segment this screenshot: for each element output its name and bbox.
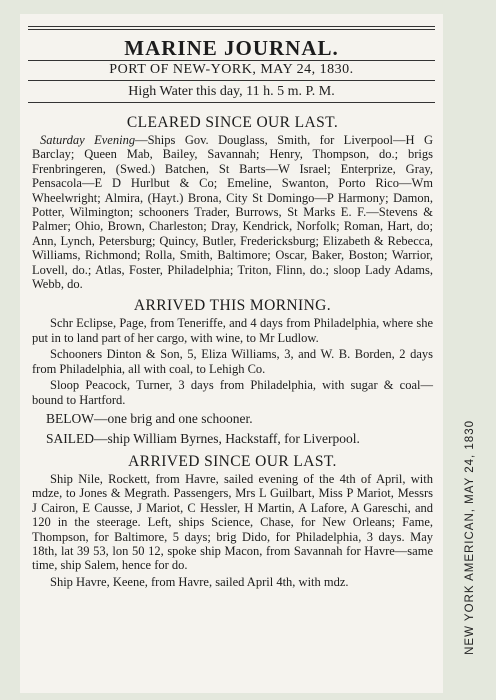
arrived-since-paragraph-1: Ship Nile, Rockett, from Havre, sailed evening of the 4th of April, with mdze, to Jones & Megrath. Passengers, Mrs L Guilbart, Miss P Mariot, Messrs J Cairon, E Causse, J Mariot, C Hessler, H Martin, A Lafore, A Gareschi, and 120 in the steerage. Left, ships Science, Chase, for New Orleans; Fame, Thompson, for Baltimore, 5 days; brig Dido, for Philadelphia, 3 days. May 18th, lat 39 53, lon 50 12, spoke ship Macon, from Savannah for Havre—same time, ship Salem, hence for do. [32,471,433,573]
arrived-since-paragraph-2: Ship Havre, Keene, from Havre, sailed April 4th, with mdz. [50,574,349,589]
journal-title: MARINE JOURNAL. [124,36,339,60]
highwater-rule [28,102,435,103]
source-caption: NEW YORK AMERICAN, MAY 24, 1830 [464,420,476,655]
port-line: PORT OF NEW-YORK, MAY 24, 1830. [109,62,354,77]
article-body [32,108,433,591]
high-water-line: High Water this day, 11 h. 5 m. P. M. [128,84,335,99]
cleared-paragraph [32,133,433,291]
arrived-morning-heading: ARRIVED THIS MORNING. [133,297,332,315]
newspaper-clipping [20,14,443,693]
top-rule-thin [28,29,435,30]
cleared-lead: Saturday Evening [40,133,136,147]
below-line: BELOW—one brig and one schooner. [46,410,253,426]
arrived-since-heading: ARRIVED SINCE OUR LAST. [128,452,337,470]
cleared-text: —Ships Gov. Douglass, Smith, for Liverpool—H G Barclay; Queen Mab, Bailey, Savannah; Henry, Thompson, do.; brigs Frenbringeren, (Swed.) Batchen, St Barts—W Israel; Enterprize, Gray, Pensacola—E D Hurlbut & Co; Emeline, Swanton, Porto Rico—Wm Wheelwright; Almira, (Hayt.) Brona, City St Domingo—P Harmony; Damon, Potter, Wilmington; schooners Trader, Burrows, St Marks E. F.—Stevens & Palmer; Ohio, Brown, Charleston; Dray, Kendrick, Norfolk; Roman, Hart, do; Ann, Lynch, Petersburg; Quincy, Butler, Fredericksburg; Elizabeth & Rebecca, Williams, Richmond; Rolla, Smith, Baltimore; Oscar, Baker, Boston; Warrior, Lovell, do.; Atlas, Foster, Philadelphia; Triton, Flinn, do.; sloop Lady Adams, Webb, do. [32,133,433,292]
sailed-line: SAILED—ship William Byrnes, Hackstaff, for Liverpool. [46,430,360,446]
title-rule [28,60,435,61]
arrived-morning-paragraph-3: Sloop Peacock, Turner, 3 days from Philadelphia, with sugar & coal—bound to Hartford. [32,378,433,407]
cleared-heading: CLEARED SINCE OUR LAST. [126,114,339,131]
arrived-morning-paragraph-2: Schooners Dinton & Son, 5, Eliza Williams, 3, and W. B. Borden, 2 days from Philadelphia, all with coal, to Lehigh Co. [32,347,433,376]
port-rule [28,80,435,81]
top-rule [28,26,435,27]
arrived-morning-paragraph-1: Schr Eclipse, Page, from Teneriffe, and 4 days from Philadelphia, where she put in to land part of her cargo, with wine, to Mr Ludlow. [32,316,433,345]
